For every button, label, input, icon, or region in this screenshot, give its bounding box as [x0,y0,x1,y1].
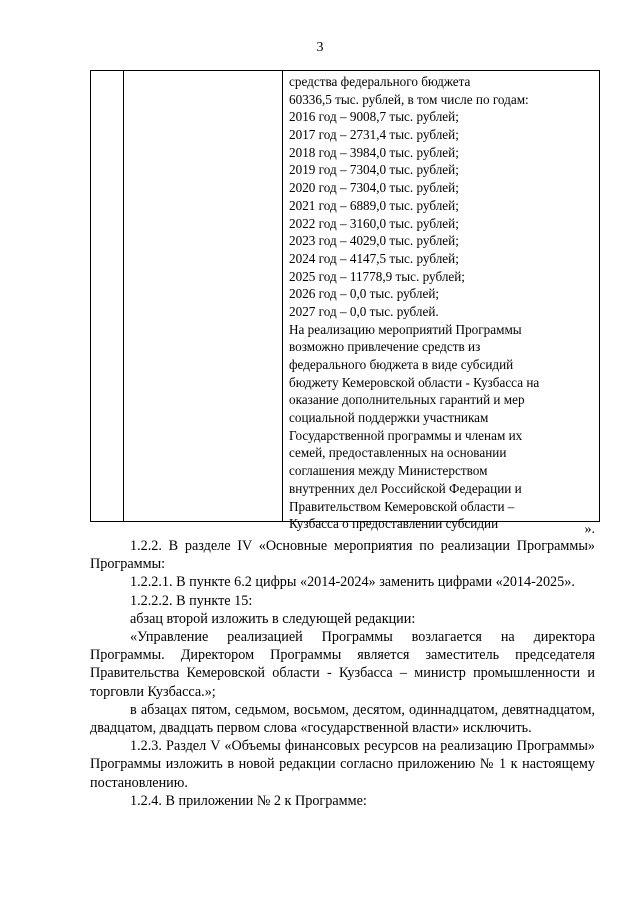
cell-line: 2024 год – 4147,5 тыс. рублей; [289,250,459,266]
cell-line: 2025 год – 11778,9 тыс. рублей; [289,268,465,284]
cell-line: 2023 год – 4029,0 тыс. рублей; [289,233,459,249]
cell-line: бюджету Кемеровской области - Кузбасса на [289,374,540,390]
cell-line: 2020 год – 7304,0 тыс. рублей; [289,180,459,196]
cell-line: оказание дополнительных гарантий и мер [289,392,525,408]
cell-line: 2026 год – 0,0 тыс. рублей; [289,286,440,302]
paragraph: «Управление реализацией Программы возлагается на директора Программы. Директором Программы является заместитель председателя Правительства Кемеровской области - Кузбасса – министр промышленности и торговли Кузбасса.»; [90,629,595,700]
cell-line: 2018 год – 3984,0 тыс. рублей; [289,144,459,160]
paragraph: 1.2.4. В приложении № 2 к Программе: [130,792,367,809]
cell-line: семей, предоставленных на основании [289,445,507,461]
program-table [90,70,600,532]
cell-line: 2017 год – 2731,4 тыс. рублей; [289,127,459,143]
cell-line: На реализацию мероприятий Программы [289,321,522,337]
funding-cell [289,73,599,533]
paragraph: 1.2.3. Раздел V «Объемы финансовых ресурсов на реализацию Программы» Программы изложить в новой редакции согласно приложению № 1 к настоящему постановлению. [90,738,595,791]
cell-line: средства федерального бюджета [289,74,471,89]
cell-line: социальной поддержки участникам [289,410,489,426]
page-number: 3 [316,40,324,55]
closing-quote: ». [584,522,595,537]
cell-line: соглашения между Министерством [289,463,488,479]
paragraph: 1.2.2.2. В пункте 15: [130,592,253,609]
cell-line: федерального бюджета в виде субсидий [289,357,514,372]
cell-line: Правительством Кемеровской области – [289,498,515,514]
paragraph: абзац второй изложить в следующей редакции: [130,610,416,627]
cell-line: возможно привлечение средств из [289,339,481,355]
cell-line: 60336,5 тыс. рублей, в том числе по годам: [289,91,529,107]
cell-line: Кузбасса о предоставлении субсидии [289,516,499,532]
cell-line: 2027 год – 0,0 тыс. рублей. [289,303,439,319]
paragraph: в абзацах пятом, седьмом, восьмом, десятом, одиннадцатом, девятнадцатом, двадцатом, двадцать первом слова «государственной власти» исключить. [90,701,595,737]
cell-line: 2016 год – 9008,7 тыс. рублей; [289,109,459,125]
paragraph: 1.2.2.1. В пункте 6.2 цифры «2014-2024» заменить цифрами «2014-2025». [130,574,575,591]
paragraph: 1.2.2. В разделе IV «Основные мероприятия по реализации Программы» Программы: [90,538,595,573]
table-column-divider [123,71,124,521]
cell-line: 2022 год – 3160,0 тыс. рублей; [289,215,459,231]
cell-line: внутренних дел Российской Федерации и [289,480,522,496]
document-body [90,537,595,810]
cell-line: 2021 год – 6889,0 тыс. рублей; [289,197,459,213]
cell-line: Государственной программы и членам их [289,427,523,443]
table-column-divider [282,71,283,521]
cell-line: 2019 год – 7304,0 тыс. рублей; [289,162,459,178]
